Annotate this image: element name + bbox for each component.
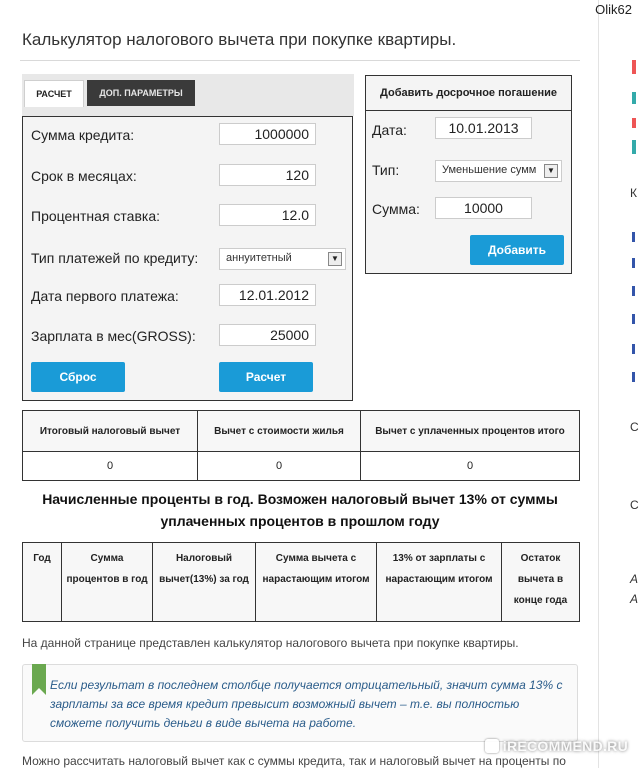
sidebar-thumb[interactable] (632, 140, 636, 154)
results-header: Итоговый налоговый вычет (23, 411, 198, 452)
sidebar-letter: А (630, 592, 639, 606)
sidebar-link-mark[interactable] (632, 232, 635, 242)
sidebar-link-mark[interactable] (632, 286, 635, 296)
sidebar-link-mark[interactable] (632, 258, 635, 268)
add-repayment-button[interactable]: Добавить (470, 235, 564, 265)
sidebar-letter: С (630, 420, 639, 434)
username[interactable]: Olik62 (595, 2, 632, 17)
sidebar-link-mark[interactable] (632, 372, 635, 382)
dropdown-arrow-icon: ▼ (328, 252, 342, 266)
results-cell: 0 (361, 452, 580, 481)
sidebar-letter: К (630, 186, 637, 200)
early-type-label: Тип: (372, 162, 400, 178)
sidebar-link-mark[interactable] (632, 314, 635, 324)
results-cell: 0 (23, 452, 198, 481)
bottom-text: Можно рассчитать налоговый вычет как с суммы кредита, так и налоговый вычет на проценты по (22, 754, 566, 768)
calculate-button[interactable]: Расчет (219, 362, 313, 392)
sidebar-letter: А (630, 572, 639, 586)
results-table (22, 410, 580, 481)
early-type-select[interactable] (435, 160, 562, 182)
sidebar-thumb[interactable] (632, 118, 636, 128)
early-type-value: Уменьшение сумм (442, 164, 537, 176)
payment-type-label: Тип платежей по кредиту: (31, 250, 199, 266)
right-sidebar (599, 0, 639, 768)
dropdown-arrow-icon: ▼ (544, 164, 558, 178)
watermark-text: iRECOMMEND.RU (502, 738, 628, 754)
early-sum-label: Сумма: (372, 201, 420, 217)
table-row (23, 452, 580, 481)
tab-extra-params[interactable]: ДОП. ПАРАМЕТРЫ (87, 80, 195, 106)
sidebar-letter: С (630, 498, 639, 512)
interest-table (22, 542, 580, 622)
early-date-label: Дата: (372, 122, 407, 138)
interest-header: Налоговый вычет(13%) за год (153, 543, 256, 622)
salary-label: Зарплата в мес(GROSS): (31, 328, 196, 344)
tab-calculation[interactable]: РАСЧЕТ (24, 80, 84, 107)
watermark-logo-icon (485, 739, 499, 753)
loan-sum-input[interactable]: 1000000 (219, 123, 316, 145)
reset-button[interactable]: Сброс (31, 362, 125, 392)
page-title: Калькулятор налогового вычета при покупке квартиры. (22, 30, 457, 49)
loan-sum-label: Сумма кредита: (31, 127, 135, 143)
bookmark-icon (32, 664, 46, 688)
early-sum-input[interactable]: 10000 (435, 197, 532, 219)
term-label: Срок в месяцах: (31, 168, 137, 184)
title-divider (20, 60, 580, 61)
salary-input[interactable]: 25000 (219, 324, 316, 346)
watermark (485, 738, 628, 754)
sidebar-thumb[interactable] (632, 92, 636, 104)
results-header: Вычет с стоимости жилья (198, 411, 361, 452)
rate-input[interactable]: 12.0 (219, 204, 316, 226)
early-date-input[interactable]: 10.01.2013 (435, 117, 532, 139)
first-payment-label: Дата первого платежа: (31, 288, 179, 304)
interest-header: Сумма вычета с нарастающим итогом (256, 543, 377, 622)
payment-type-select[interactable] (219, 248, 346, 270)
info-note-text: Если результат в последнем столбце получается отрицательный, значит сумма 13% с зарплаты за все время кредит превысит возможный вычет – т.е. вы полностью сможете получить деньги в виде вычета на работе. (50, 678, 563, 730)
interest-header: Год (23, 543, 62, 622)
rate-label: Процентная ставка: (31, 208, 161, 224)
results-cell: 0 (198, 452, 361, 481)
first-payment-input[interactable]: 12.01.2012 (219, 284, 316, 306)
interest-header: Сумма процентов в год (62, 543, 153, 622)
sidebar-thumb[interactable] (632, 60, 636, 74)
early-repayment-title: Добавить досрочное погашение (365, 75, 572, 111)
interest-header: 13% от зарплаты с нарастающим итогом (377, 543, 502, 622)
term-input[interactable]: 120 (219, 164, 316, 186)
interest-header: Остаток вычета в конце года (502, 543, 580, 622)
interest-heading: Начисленные проценты в год. Возможен налоговый вычет 13% от суммы уплаченных процентов в прошлом году (42, 491, 558, 529)
description-text: На данной странице представлен калькулятор налогового вычета при покупке квартиры. (22, 636, 519, 650)
results-header: Вычет с уплаченных процентов итого (361, 411, 580, 452)
sidebar-link-mark[interactable] (632, 344, 635, 354)
payment-type-value: аннуитетный (226, 252, 292, 264)
